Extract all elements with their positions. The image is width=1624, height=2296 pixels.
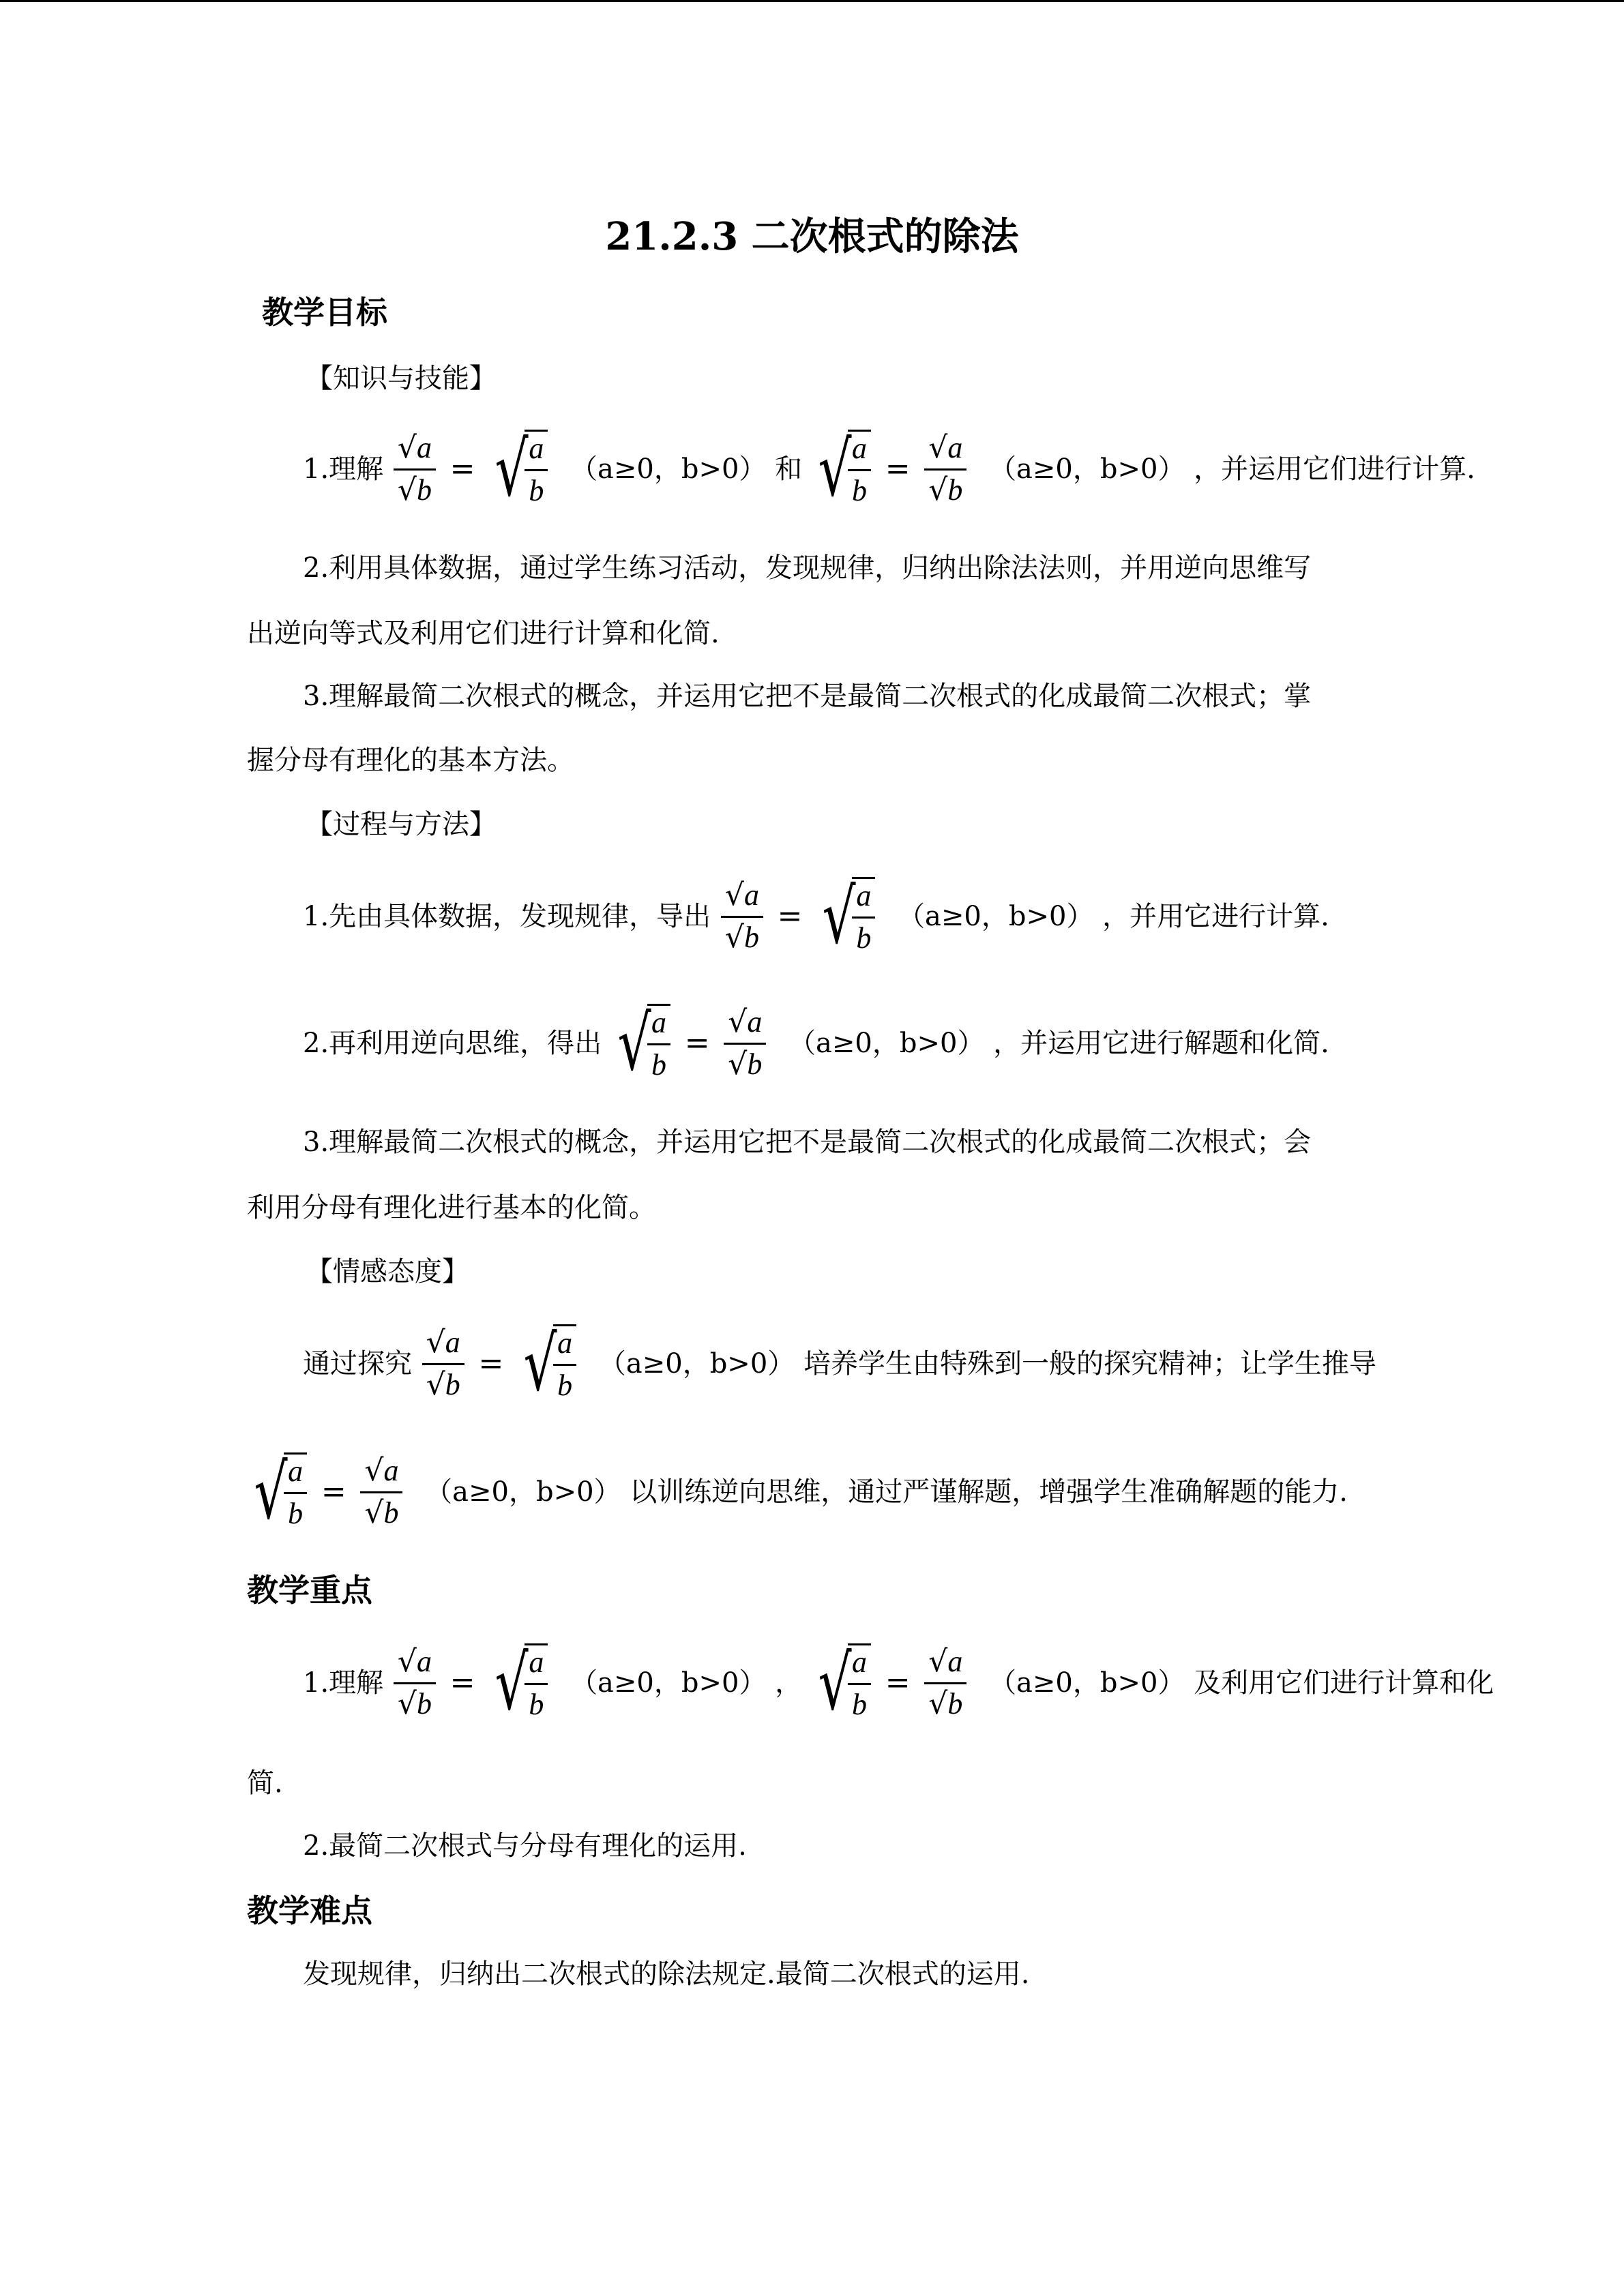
formula-sqrt-a-over-b: $\frac{a}{b}$ — [525, 430, 548, 509]
key-points-item-1: 1.理解 $\frac{√a}{√b}$ = √ $\frac{a}{b}$ （a≥0，b>0） ， √ $\frac{a}{b}$ = $\frac{√a}{√b}$ （a≥0，b>0） 及利用它们进行计算和化 — [303, 1639, 1494, 1727]
formula-sqrt-a-over-sqrt-b: $\frac{√a}{√b}$ — [924, 1645, 966, 1722]
process-item-3-line-2: 利用分母有理化进行基本的化简。 — [247, 1192, 656, 1223]
section-heading-difficulties: 教学难点 — [247, 1892, 372, 1929]
radical-sign: √ — [617, 1000, 651, 1087]
condition: （a≥0，b>0） — [570, 1667, 767, 1699]
radical-sign: √ — [254, 1448, 288, 1536]
formula-sqrt-a-over-b: $\frac{a}{b}$ — [284, 1452, 307, 1532]
subsection-process: 【过程与方法】 — [306, 809, 497, 840]
condition: （a≥0，b>0） — [898, 901, 1094, 932]
radical-sign: √ — [818, 426, 852, 513]
process-item-2: 2.再利用逆向思维，得出 √ $\frac{a}{b}$ = $\frac{√a}{√b}$ （a≥0，b>0） ，并运用它进行解题和化简. — [303, 1000, 1329, 1087]
radical-sign: √ — [494, 1639, 529, 1727]
emotion-line-2: √ $\frac{a}{b}$ = $\frac{√a}{√b}$ （a≥0，b>0） 以训练逆向思维，通过严谨解题，增强学生准确解题的能力. — [254, 1448, 1348, 1536]
formula-sqrt-a-over-sqrt-b: $\frac{√a}{√b}$ — [724, 1005, 766, 1082]
formula-sqrt-a-over-sqrt-b: $\frac{√a}{√b}$ — [394, 1645, 436, 1722]
top-border-line — [0, 0, 1624, 2]
radical-sign: √ — [822, 873, 856, 960]
knowledge-item-3-line-1: 3.理解最简二次根式的概念，并运用它把不是最简二次根式的化成最简二次根式；掌 — [303, 681, 1312, 712]
condition: （a≥0，b>0） — [570, 453, 767, 485]
formula-sqrt-a-over-b: $\frac{a}{b}$ — [647, 1004, 670, 1083]
knowledge-item-2-line-1: 2.利用具体数据，通过学生练习活动，发现规律，归纳出除法法则，并用逆向思维写 — [303, 552, 1312, 584]
section-heading-objectives: 教学目标 — [262, 294, 387, 331]
knowledge-item-2-line-2: 出逆向等式及利用它们进行计算和化简. — [247, 618, 720, 649]
page-title: 21.2.3 二次根式的除法 — [605, 214, 1019, 259]
knowledge-item-1: 1.理解 $\frac{√a}{√b}$ = √ $\frac{a}{b}$ （a≥0，b>0） 和 √ $\frac{a}{b}$ = $\frac{√a}{√b}$ （a≥0，b>0） ，并运用它们进行计算. — [303, 426, 1475, 513]
formula-sqrt-a-over-sqrt-b: $\frac{√a}{√b}$ — [721, 878, 763, 955]
process-item-3-line-1: 3.理解最简二次根式的概念，并运用它把不是最简二次根式的化成最简二次根式；会 — [303, 1127, 1312, 1158]
condition: （a≥0，b>0） — [425, 1476, 621, 1508]
formula-sqrt-a-over-sqrt-b: $\frac{√a}{√b}$ — [422, 1326, 464, 1403]
formula-sqrt-a-over-b: $\frac{a}{b}$ — [525, 1643, 548, 1723]
knowledge-item-1-prefix: 1.理解 — [303, 453, 384, 485]
process-item-1: 1.先由具体数据，发现规律，导出 $\frac{√a}{√b}$ = √ $\frac{a}{b}$ （a≥0，b>0） ，并用它进行计算. — [303, 873, 1329, 960]
formula-sqrt-a-over-sqrt-b: $\frac{√a}{√b}$ — [924, 431, 966, 508]
radical-sign: √ — [494, 426, 529, 513]
key-points-item-2: 2.最简二次根式与分母有理化的运用. — [303, 1830, 747, 1862]
subsection-emotion: 【情感态度】 — [306, 1256, 469, 1287]
knowledge-item-3-line-2: 握分母有理化的基本方法。 — [247, 745, 574, 776]
formula-sqrt-a-over-b: $\frac{a}{b}$ — [848, 1643, 871, 1723]
radical-sign: √ — [523, 1320, 557, 1407]
subsection-knowledge: 【知识与技能】 — [306, 363, 497, 394]
condition: （a≥0，b>0） — [788, 1028, 985, 1059]
formula-sqrt-a-over-b: $\frac{a}{b}$ — [852, 877, 875, 956]
difficulties-text: 发现规律，归纳出二次根式的除法规定.最简二次根式的运用. — [303, 1958, 1030, 1990]
condition: （a≥0，b>0） — [989, 1667, 1185, 1699]
radical-sign: √ — [818, 1639, 852, 1727]
formula-sqrt-a-over-sqrt-b: $\frac{√a}{√b}$ — [394, 431, 436, 508]
formula-sqrt-a-over-b: $\frac{a}{b}$ — [848, 430, 871, 509]
formula-sqrt-a-over-sqrt-b: $\frac{√a}{√b}$ — [360, 1454, 402, 1531]
condition: （a≥0，b>0） — [598, 1348, 795, 1380]
key-points-item-1-line-2: 简. — [247, 1768, 283, 1799]
formula-sqrt-a-over-b: $\frac{a}{b}$ — [553, 1324, 576, 1403]
section-heading-key-points: 教学重点 — [247, 1572, 372, 1609]
condition: （a≥0，b>0） — [989, 453, 1185, 485]
emotion-line-1: 通过探究 $\frac{√a}{√b}$ = √ $\frac{a}{b}$ （a≥0，b>0） 培养学生由特殊到一般的探究精神；让学生推导 — [303, 1320, 1376, 1407]
